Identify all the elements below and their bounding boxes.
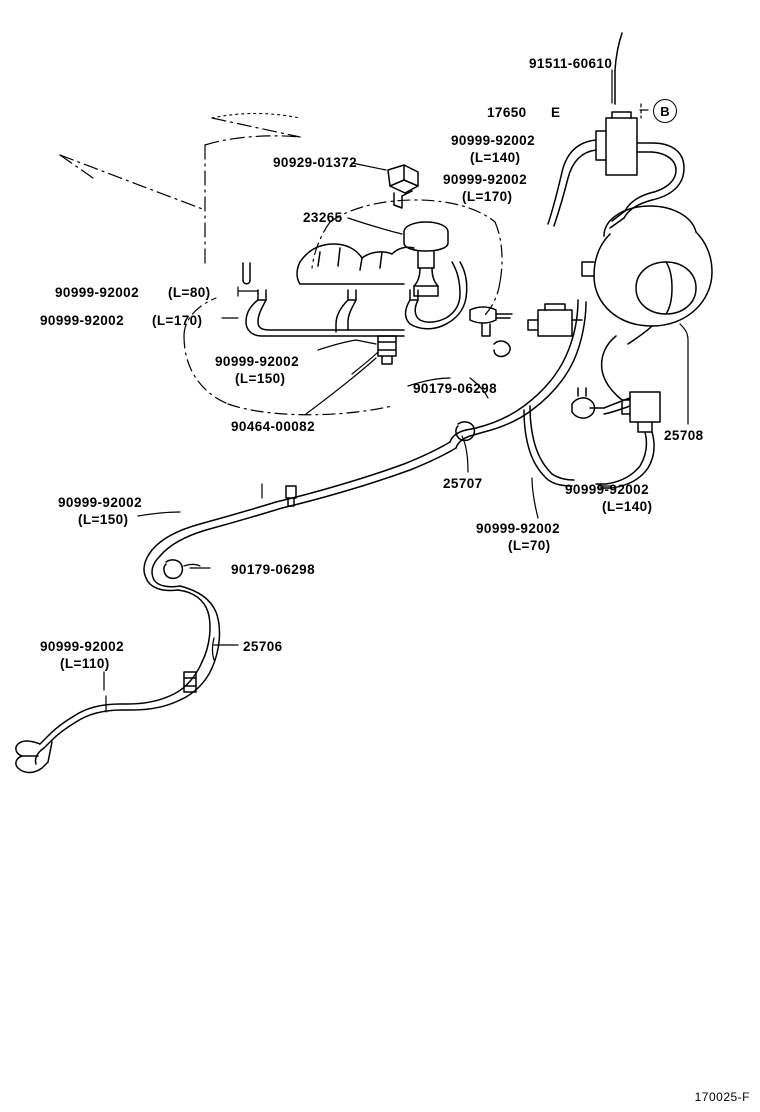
label-25708: 25708 <box>664 428 704 443</box>
label-90999-92002-l150-left-length: (L=150) <box>78 512 129 527</box>
label-90999-92002-l140-top-length: (L=140) <box>470 150 521 165</box>
label-90179-06298-lower: 90179-06298 <box>231 562 315 577</box>
label-90999-92002-l150-mid: 90999-92002 <box>215 354 299 369</box>
label-90179-06298-upper: 90179-06298 <box>413 381 497 396</box>
label-90999-92002-l110: 90999-92002 <box>40 639 124 654</box>
label-91511-60610: 91511-60610 <box>529 56 613 71</box>
label-90999-92002-l170-left: 90999-92002 <box>40 313 124 328</box>
label-90999-92002-l110-length: (L=110) <box>60 656 110 671</box>
label-90999-92002-l170-top: 90999-92002 <box>443 172 527 187</box>
label-25707: 25707 <box>443 476 483 491</box>
label-17650: 17650 <box>487 105 527 120</box>
label-90999-92002-l140-right-length: (L=140) <box>602 499 653 514</box>
reference-circle-b: B <box>653 99 677 123</box>
label-90999-92002-l70: 90999-92002 <box>476 521 560 536</box>
label-90999-92002-l150-mid-length: (L=150) <box>235 371 286 386</box>
label-90999-92002-l140-top: 90999-92002 <box>451 133 535 148</box>
label-90999-92002-l140-right: 90999-92002 <box>565 482 649 497</box>
label-90929-01372: 90929-01372 <box>273 155 357 170</box>
label-90999-92002-l170-top-length: (L=170) <box>462 189 513 204</box>
label-90999-92002-l80-length: (L=80) <box>168 285 211 300</box>
label-90999-92002-l80: 90999-92002 <box>55 285 139 300</box>
label-25706: 25706 <box>243 639 283 654</box>
label-17650-suffix: E <box>551 105 561 120</box>
label-90999-92002-l170-left-length: (L=170) <box>152 313 203 328</box>
footer-code: 170025-F <box>694 1090 750 1104</box>
label-90999-92002-l70-length: (L=70) <box>508 538 551 553</box>
label-90999-92002-l150-left: 90999-92002 <box>58 495 142 510</box>
label-90464-00082: 90464-00082 <box>231 419 315 434</box>
label-23265: 23265 <box>303 210 343 225</box>
